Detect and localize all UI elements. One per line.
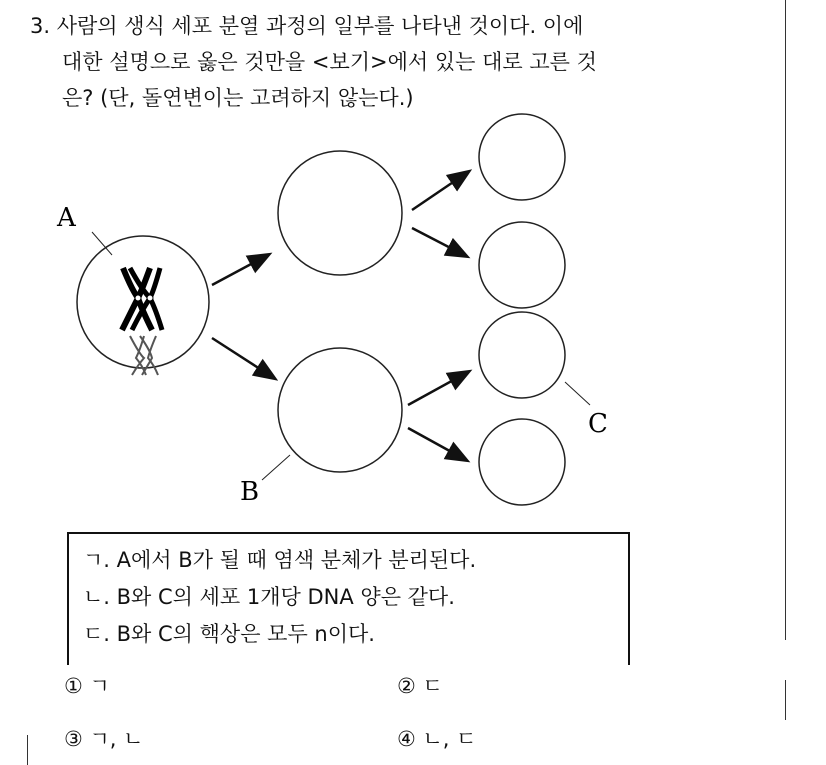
question-line-3: 은? (단, 돌연변이는 고려하지 않는다.) bbox=[62, 86, 414, 110]
statement-2: ㄴ. B와 C의 세포 1개당 DNA 양은 같다. bbox=[83, 585, 455, 609]
cell-c bbox=[479, 312, 565, 398]
cell-top-middle bbox=[278, 151, 402, 275]
cell-b bbox=[278, 348, 402, 472]
option-4[interactable]: ④ ㄴ, ㄷ bbox=[397, 727, 477, 751]
question-line-1: 3. 사람의 생식 세포 분열 과정의 일부를 나타낸 것이다. 이에 bbox=[30, 14, 584, 38]
bogi-box bbox=[67, 532, 630, 665]
cell-top-1 bbox=[479, 114, 565, 200]
statement-1: ㄱ. A에서 B가 될 때 염색 분체가 분리된다. bbox=[83, 548, 477, 572]
column-divider bbox=[785, 0, 786, 640]
chromosomes-icon bbox=[122, 268, 162, 375]
option-2[interactable]: ② ㄷ bbox=[397, 674, 443, 698]
statement-3: ㄷ. B와 C의 핵상은 모두 n이다. bbox=[83, 622, 375, 646]
cell-a bbox=[77, 236, 209, 368]
cell-bottom-2 bbox=[479, 419, 565, 505]
option-1[interactable]: ① ㄱ bbox=[64, 674, 110, 698]
column-divider-segment bbox=[785, 680, 786, 720]
arrows bbox=[212, 172, 468, 460]
label-c: C bbox=[588, 409, 608, 439]
cell-top-2 bbox=[479, 222, 565, 308]
option-3[interactable]: ③ ㄱ, ㄴ bbox=[64, 727, 144, 751]
left-divider-segment bbox=[27, 735, 28, 765]
question-line-2: 대한 설명으로 옳은 것만을 <보기>에서 있는 대로 고른 것 bbox=[62, 50, 597, 74]
label-b: B bbox=[240, 477, 260, 507]
label-a: A bbox=[57, 203, 76, 233]
